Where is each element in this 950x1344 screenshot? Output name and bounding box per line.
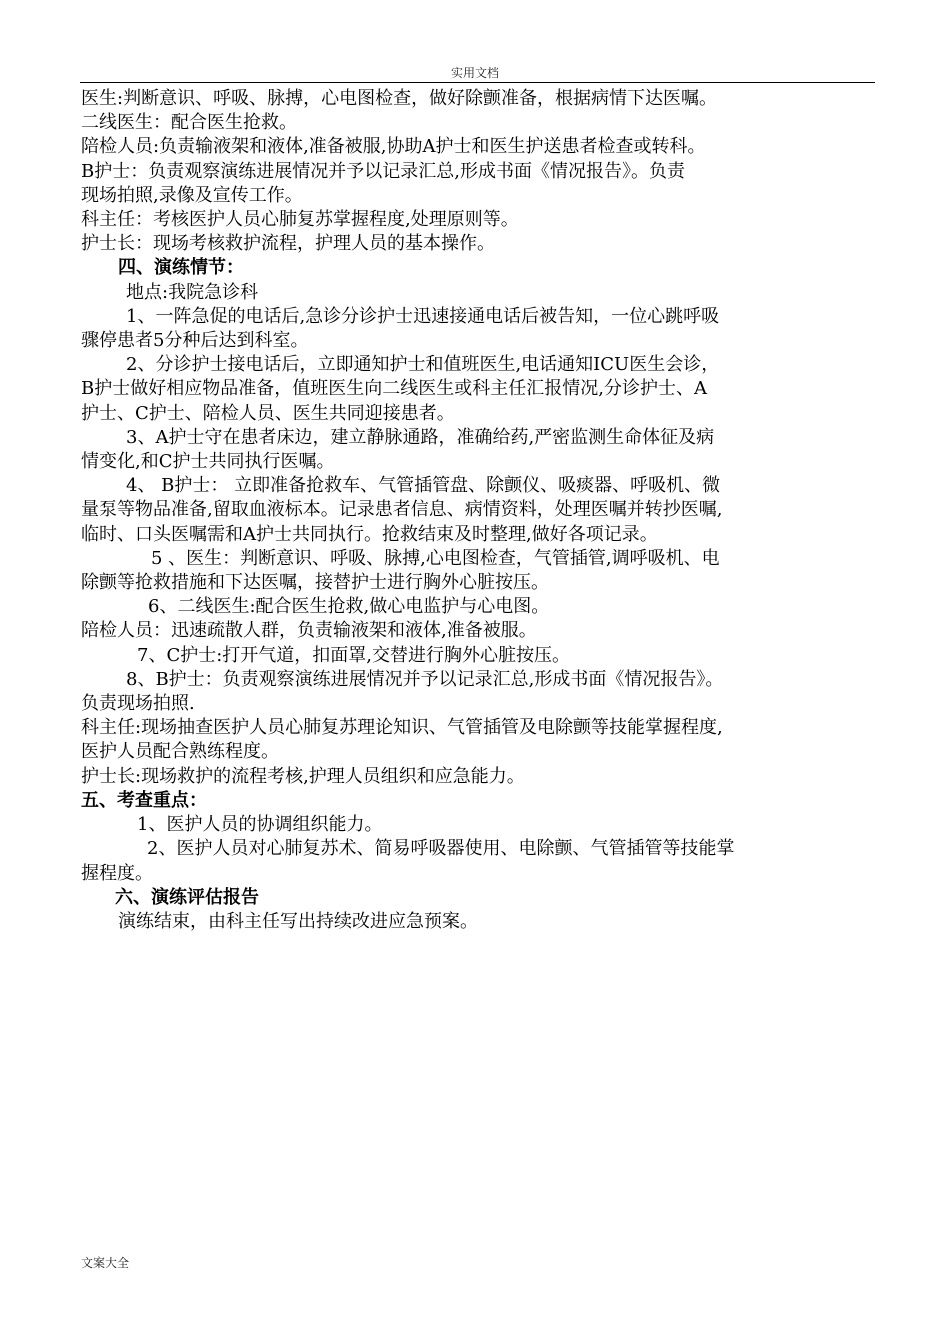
text-line: 量泵等物品准备,留取血液标本。记录患者信息、病情资料，处理医嘱并转抄医嘱, <box>81 499 723 521</box>
text-line: 握程度。 <box>81 862 153 884</box>
text-line: 8、B护士：负责观察演练进展情况并予以记录汇总,形成书面《情况报告》。 <box>126 668 724 690</box>
footer-label: 文案大全 <box>81 1256 130 1270</box>
text-line: 医生:判断意识、呼吸、脉搏，心电图检查，做好除颤准备，根据病情下达医嘱。 <box>81 88 718 109</box>
section-heading: 四、演练情节： <box>118 257 244 279</box>
text-line: 除颤等抢救措施和下达医嘱，接替护士进行胸外心脏按压。 <box>81 572 549 594</box>
text-line: 1、医护人员的协调组织能力。 <box>137 814 383 836</box>
text-line: 科主任：考核医护人员心肺复苏掌握程度,处理原则等。 <box>81 209 519 231</box>
text-line: 骤停患者5分种后达到科室。 <box>81 330 309 352</box>
text-line: B护士：负责观察演练进展情况并予以记录汇总,形成书面《情况报告》。负责 <box>81 160 685 182</box>
text-line: 2、分诊护士接电话后，立即通知护士和值班医生,电话通知ICU医生会诊， <box>126 354 720 376</box>
header-divider <box>80 82 875 83</box>
text-line: 临时、口头医嘱需和A护士共同执行。抢救结束及时整理,做好各项记录。 <box>81 523 658 545</box>
text-line: 护士长：现场考核救护流程，护理人员的基本操作。 <box>81 233 495 255</box>
text-line: 3、A护士守在患者床边，建立静脉通路，准确给药,严密监测生命体征及病 <box>126 426 715 448</box>
text-line: 地点:我院急诊科 <box>126 281 259 303</box>
text-line: 现场拍照,录像及宣传工作。 <box>81 184 303 206</box>
document-body <box>81 87 886 934</box>
text-line: 二线医生：配合医生抢救。 <box>81 112 297 134</box>
header-title: 实用文档 <box>450 66 499 80</box>
text-line: 演练结束，由科主任写出持续改进应急预案。 <box>118 910 478 932</box>
text-line: 陪检人员:负责输液架和液体,准备被服,协助A护士和医生护送患者检查或转科。 <box>81 136 706 158</box>
text-line: 2、医护人员对心肺复苏术、简易呼吸器使用、电除颤、气管插管等技能掌 <box>147 838 735 860</box>
text-line: 护士、C护士、陪检人员、医生共同迎接患者。 <box>81 402 455 424</box>
text-line: 4、 B护士： 立即准备抢救车、气管插管盘、除颤仪、吸痰器、呼吸机、微 <box>126 475 721 497</box>
text-line: 陪检人员：迅速疏散人群，负责输液架和液体,准备被服。 <box>81 620 537 642</box>
text-line: B护士做好相应物品准备，值班医生向二线医生或科主任汇报情况,分诊护士、A <box>81 378 707 400</box>
section-heading: 六、演练评估报告 <box>115 886 259 908</box>
text-line: 负责现场拍照. <box>81 693 195 715</box>
text-line: 医护人员配合熟练程度。 <box>81 741 279 763</box>
text-line: 1、一阵急促的电话后,急诊分诊护士迅速接通电话后被告知，一位心跳呼吸 <box>126 305 720 327</box>
section-heading: 五、考查重点： <box>81 789 207 811</box>
text-line: 护士长:现场救护的流程考核,护理人员组织和应急能力。 <box>81 765 525 787</box>
text-line: 5 、医生：判断意识、呼吸、脉搏,心电图检查，气管插管,调呼吸机、电 <box>151 547 720 569</box>
text-line: 6、二线医生:配合医生抢救,做心电监护与心电图。 <box>148 596 550 618</box>
text-line: 科主任:现场抽查医护人员心肺复苏理论知识、气管插管及电除颤等技能掌握程度, <box>81 717 723 739</box>
text-line: 情变化,和C护士共同执行医嘱。 <box>81 451 335 473</box>
text-line: 7、C护士:打开气道，扣面罩,交替进行胸外心脏按压。 <box>137 644 571 666</box>
